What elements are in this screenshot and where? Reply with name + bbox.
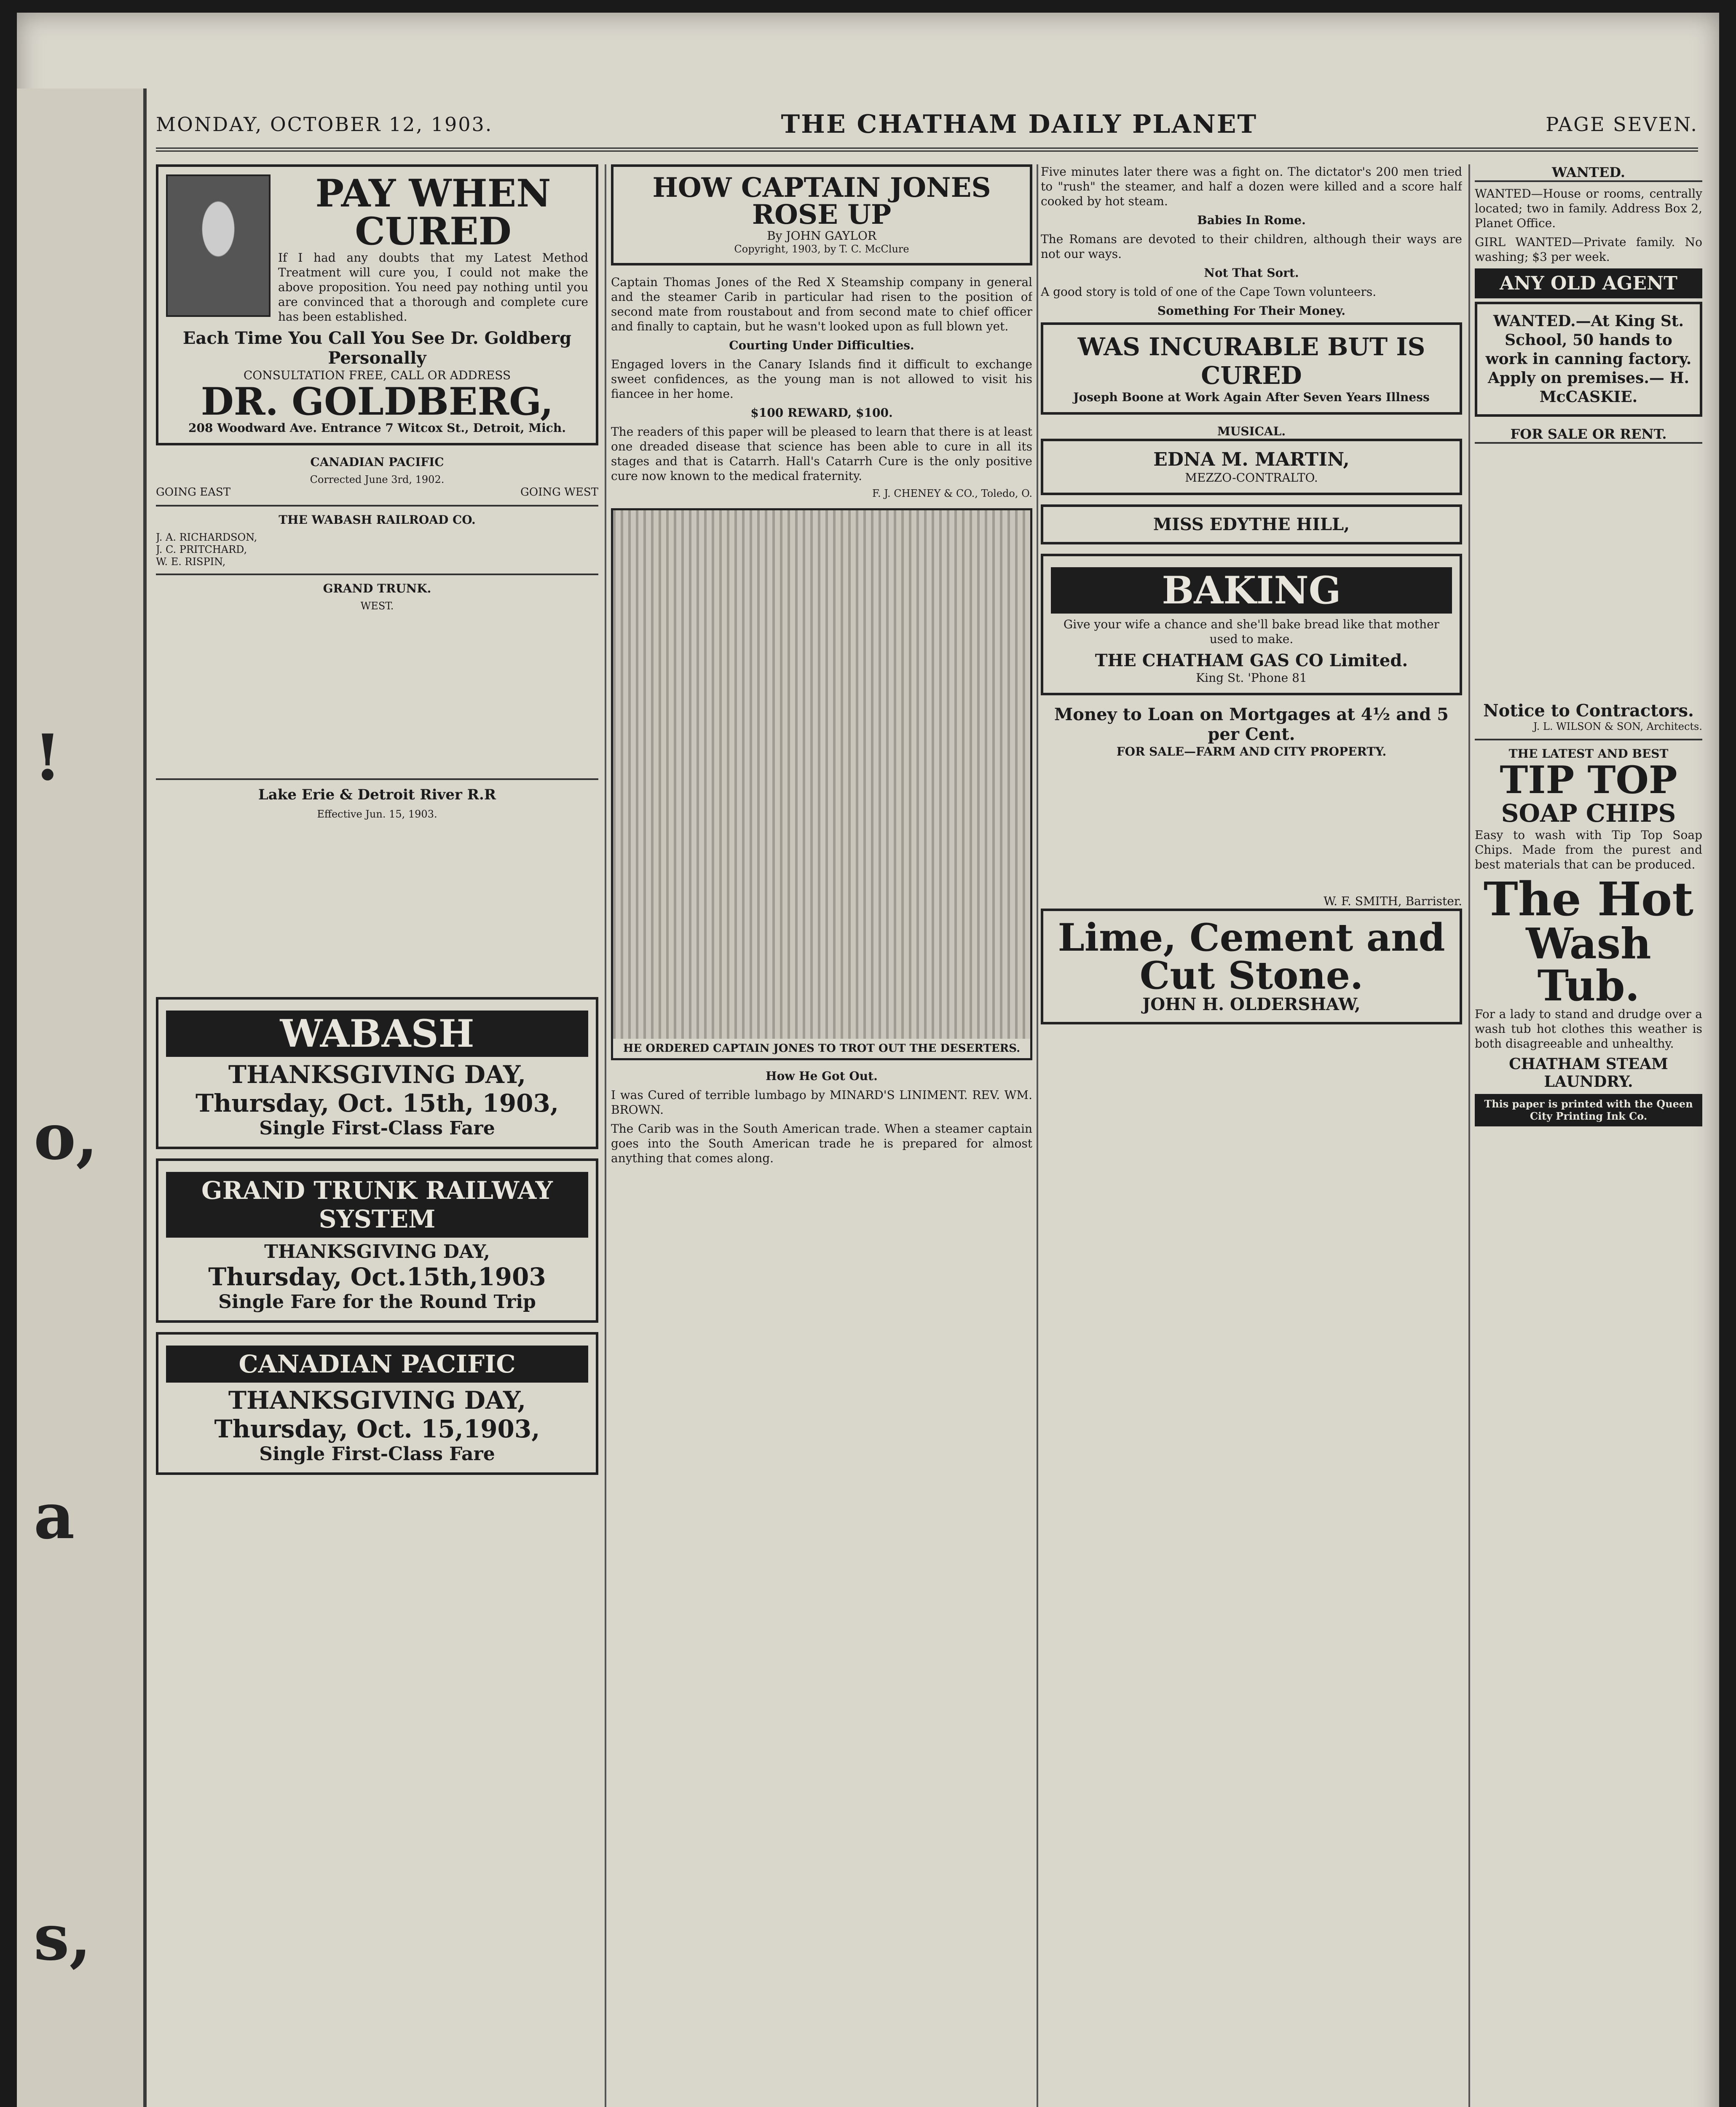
wabash-agent-2: J. C. PRITCHARD, bbox=[156, 543, 247, 555]
hill-card bbox=[1041, 504, 1462, 544]
gas-company: THE CHATHAM GAS CO Limited. bbox=[1095, 651, 1408, 670]
lake-erie-title: Lake Erie & Detroit River R.R bbox=[258, 786, 496, 804]
wabash-agent-3: W. E. RISPIN, bbox=[156, 555, 226, 568]
reward-heading: $100 REWARD, $100. bbox=[750, 405, 893, 420]
edge-letter: ! bbox=[34, 721, 62, 795]
column-4 bbox=[1475, 164, 1702, 2107]
story-paragraph-2: The Carib was in the South American trade. When a steamer captain goes into the South American trade he is prepared for almost anything that comes along. bbox=[611, 1121, 1032, 1165]
illustration-caption: HE ORDERED CAPTAIN JONES TO TROT OUT THE DESERTERS. bbox=[613, 1039, 1030, 1058]
wabash-rr-title: THE WABASH RAILROAD CO. bbox=[279, 512, 476, 527]
oldershaw-name: JOHN H. OLDERSHAW, bbox=[1142, 995, 1361, 1014]
column-2 bbox=[611, 164, 1032, 2107]
babies-body: The Romans are devoted to their children, although their ways are not our ways. bbox=[1041, 232, 1462, 261]
grand-trunk-timetable bbox=[156, 581, 598, 772]
column-rule bbox=[1037, 164, 1038, 2107]
kingst-text: WANTED.—At King St. School, 50 hands to work in canning factory. Apply on premises.— H. McCASKIE. bbox=[1485, 312, 1692, 406]
edge-letter: o, bbox=[34, 1100, 98, 1174]
cp-thanksgiving-ad bbox=[156, 1332, 598, 1475]
wabash-date: Thursday, Oct. 15th, 1903, bbox=[195, 1089, 559, 1118]
incurable-sub: Joseph Boone at Work Again After Seven Years Illness bbox=[1073, 390, 1430, 404]
minard-testimonial: I was Cured of terrible lumbago by MINARD'S LINIMENT. REV. WM. BROWN. bbox=[611, 1088, 1032, 1117]
gas-address: King St. 'Phone 81 bbox=[1196, 671, 1307, 685]
gt-west: WEST. bbox=[360, 600, 394, 612]
cp-headline: THANKSGIVING DAY, bbox=[228, 1386, 526, 1415]
notsort-body: A good story is told of one of the Cape Town volunteers. bbox=[1041, 285, 1377, 299]
story-copyright: Copyright, 1903, by T. C. McClure bbox=[734, 243, 909, 255]
forsale-heading: FOR SALE OR RENT. bbox=[1475, 426, 1702, 444]
martin-role: MEZZO-CONTRALTO. bbox=[1185, 471, 1318, 485]
wabash-logo: WABASH bbox=[166, 1011, 588, 1057]
courting-body: Engaged lovers in the Canary Islands find it difficult to exchange sweet confidences, as the young man is not allowed to visit his fiancee in her home. bbox=[611, 357, 1032, 401]
wabash-headline: THANKSGIVING DAY, bbox=[228, 1060, 526, 1089]
story-continued: Five minutes later there was a fight on. The dictator's 200 men tried to "rush" the steamer, and half a dozen were killed and a score half cooked by hot steam. bbox=[1041, 165, 1462, 208]
contractors-heading: Notice to Contractors. bbox=[1483, 701, 1694, 721]
contractors-signature: J. L. WILSON & SON, Architects. bbox=[1533, 721, 1702, 732]
wanted-item: GIRL WANTED—Private family. No washing; $3 per week. bbox=[1475, 235, 1702, 264]
goldberg-body: If I had any doubts that my Latest Method Treatment will cure you, I could not make the above proposition. You need pay nothing until you are convinced that a thorough and complete cure has been established. bbox=[278, 251, 588, 324]
musical-heading: MUSICAL. bbox=[1217, 424, 1286, 438]
cheney-signature: F. J. CHENEY & CO., Toledo, O. bbox=[872, 487, 1032, 499]
story-title-box bbox=[611, 164, 1032, 265]
martin-card bbox=[1041, 439, 1462, 495]
incurable-headline: WAS INCURABLE BUT IS CURED bbox=[1077, 332, 1425, 390]
martin-name: EDNA M. MARTIN, bbox=[1153, 449, 1350, 470]
masthead-title: THE CHATHAM DAILY PLANET bbox=[781, 110, 1258, 139]
story-byline: By JOHN GAYLOR bbox=[767, 229, 876, 243]
soapchips-headline: SOAP CHIPS bbox=[1501, 799, 1676, 828]
farm-heading: FOR SALE—FARM AND CITY PROPERTY. bbox=[1116, 745, 1387, 759]
baking-ad bbox=[1041, 554, 1462, 695]
lime-ad bbox=[1041, 909, 1462, 1024]
canadian-pacific-timetable bbox=[156, 455, 598, 499]
wabash-thanksgiving-ad bbox=[156, 997, 598, 1149]
wanted-heading: WANTED. bbox=[1475, 164, 1702, 182]
baking-headline: BAKING bbox=[1051, 567, 1452, 614]
tiptop-headline: TIP TOP bbox=[1500, 757, 1677, 802]
agent-banner: ANY OLD AGENT bbox=[1475, 268, 1702, 298]
column-1 bbox=[156, 164, 598, 2107]
wanted-item: WANTED—House or rooms, centrally located; two in family. Address Box 2, Planet Office. bbox=[1475, 187, 1702, 230]
cp-going-east: GOING EAST bbox=[156, 485, 231, 499]
gtr-headline: THANKSGIVING DAY, bbox=[264, 1241, 490, 1263]
hot-body: For a lady to stand and drudge over a wash tub hot clothes this weather is both disagreeable and unhealthy. bbox=[1475, 1007, 1702, 1051]
edge-letter: a bbox=[34, 1479, 75, 1553]
nothing-heading: Something For Their Money. bbox=[1157, 304, 1346, 318]
wabash-timetable bbox=[156, 512, 598, 568]
kingst-wanted bbox=[1475, 302, 1702, 417]
cp-corrected: Corrected June 3rd, 1902. bbox=[310, 474, 445, 485]
laundry-name: CHATHAM STEAM LAUNDRY. bbox=[1509, 1055, 1668, 1091]
story-illustration bbox=[611, 508, 1032, 1060]
column-3 bbox=[1041, 164, 1462, 2107]
gtr-date: Thursday, Oct.15th,1903 bbox=[208, 1263, 546, 1292]
cp-date: Thursday, Oct. 15,1903, bbox=[214, 1415, 540, 1444]
masthead-page: PAGE SEVEN. bbox=[1546, 113, 1698, 136]
cp-title: CANADIAN PACIFIC bbox=[310, 455, 444, 469]
baking-body: Give your wife a chance and she'll bake bread like that mother used to make. bbox=[1063, 617, 1440, 646]
cp-columns bbox=[156, 486, 598, 499]
newspaper-page bbox=[17, 13, 1719, 2107]
reward-body: The readers of this paper will be pleased to learn that there is at least one dreaded disease that science has been able to cure in all its stages and that is Catarrh. Hall's Catarrh Cure is the only positive cure now known to the medical fraternity. bbox=[611, 424, 1032, 483]
story-title: HOW CAPTAIN JONES ROSE UP bbox=[652, 172, 991, 231]
goldberg-tagline: Each Time You Call You See Dr. Goldberg Personally bbox=[182, 328, 572, 368]
wabash-fare: Single First-Class Fare bbox=[259, 1118, 495, 1139]
story-paragraph: Captain Thomas Jones of the Red X Steamship company in general and the steamer Carib in particular had risen to the position of second mate from roustabout and from second mate to chief officer and finally to captain, but he wasn't looked upon as full blown yet. bbox=[611, 275, 1032, 333]
goldberg-address: 208 Woodward Ave. Entrance 7 Witcox St., Detroit, Mich. bbox=[188, 421, 566, 435]
ink-notice: This paper is printed with the Queen City Printing Ink Co. bbox=[1475, 1094, 1702, 1127]
notsort-heading: Not That Sort. bbox=[1204, 266, 1299, 280]
goldberg-name: DR. GOLDBERG, bbox=[201, 379, 554, 424]
babies-heading: Babies In Rome. bbox=[1197, 213, 1306, 227]
cp-going-west: GOING WEST bbox=[520, 485, 598, 499]
lake-erie-timetable bbox=[156, 786, 598, 997]
masthead bbox=[156, 101, 1698, 152]
column-rule bbox=[1468, 164, 1470, 2107]
cp-fare: Single First-Class Fare bbox=[259, 1443, 495, 1465]
courting-heading: Courting Under Difficulties. bbox=[729, 338, 914, 352]
howgot-heading: How He Got Out. bbox=[766, 1069, 878, 1083]
hill-name: MISS EDYTHE HILL, bbox=[1153, 515, 1350, 534]
gtr-thanksgiving-ad bbox=[156, 1158, 598, 1323]
money-heading: Money to Loan on Mortgages at 4½ and 5 per Cent. bbox=[1054, 705, 1449, 744]
lake-erie-effective: Effective Jun. 15, 1903. bbox=[317, 808, 437, 820]
tiptop-tagline: THE LATEST AND BEST bbox=[1508, 746, 1669, 761]
lime-headline: Lime, Cement and Cut Stone. bbox=[1058, 915, 1445, 998]
portrait-image bbox=[166, 174, 271, 317]
column-rule bbox=[605, 164, 606, 2107]
wabash-agent: J. A. RICHARDSON, bbox=[156, 531, 257, 543]
goldberg-ad bbox=[156, 164, 598, 445]
edge-letter: s, bbox=[34, 1901, 91, 1975]
masthead-date: MONDAY, OCTOBER 12, 1903. bbox=[156, 113, 493, 136]
goldberg-consult: CONSULTATION FREE, CALL OR ADDRESS bbox=[243, 368, 511, 382]
washtub-headline: Wash Tub. bbox=[1526, 918, 1651, 1011]
gtr-logo: GRAND TRUNK RAILWAY SYSTEM bbox=[166, 1172, 588, 1238]
smith-signature: W. F. SMITH, Barrister. bbox=[1323, 894, 1462, 908]
goldberg-headline: PAY WHEN CURED bbox=[315, 171, 551, 254]
incurable-ad bbox=[1041, 322, 1462, 415]
cp-logo: CANADIAN PACIFIC bbox=[166, 1346, 588, 1383]
hot-headline: The Hot bbox=[1483, 871, 1694, 926]
adjacent-page-edge bbox=[17, 88, 147, 2107]
gt-title: GRAND TRUNK. bbox=[323, 582, 431, 596]
gtr-fare: Single Fare for the Round Trip bbox=[218, 1291, 536, 1313]
soap-body: Easy to wash with Tip Top Soap Chips. Made from the purest and best materials that can be produced. bbox=[1475, 828, 1702, 871]
